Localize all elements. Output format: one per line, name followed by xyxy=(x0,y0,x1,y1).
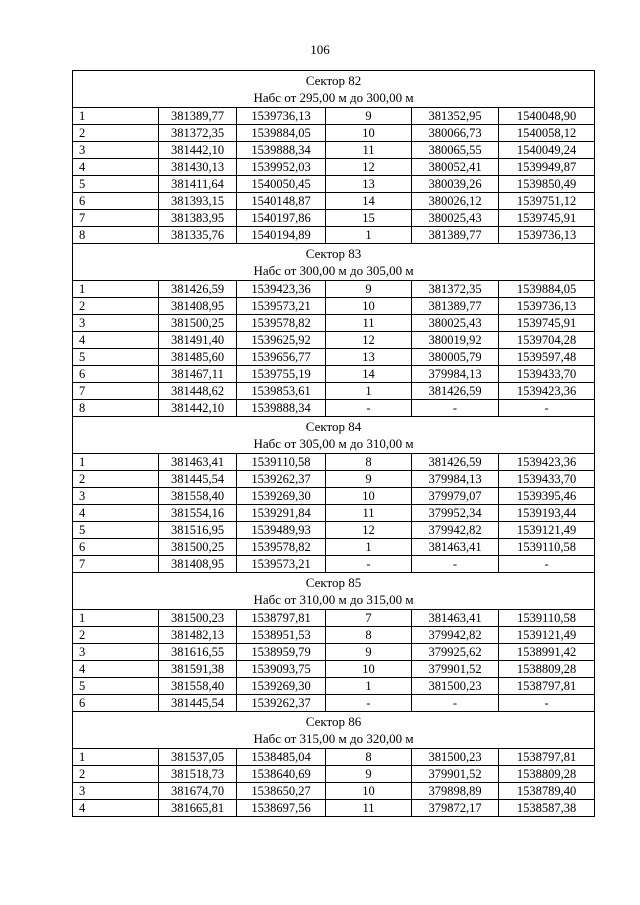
point-number-cell: 10 xyxy=(326,125,412,142)
point-number-cell: 9 xyxy=(326,471,412,488)
coordinate-cell: 381445,54 xyxy=(159,695,237,712)
table-row xyxy=(73,454,595,471)
coordinate-cell: 1539745,91 xyxy=(499,210,595,227)
coordinate-cell: 1540049,24 xyxy=(499,142,595,159)
coordinate-cell: 1538650,27 xyxy=(237,783,326,800)
sector-header xyxy=(73,71,595,108)
sector-title: Сектор 82 xyxy=(305,73,362,88)
coordinate-cell: 1539755,19 xyxy=(237,366,326,383)
point-number-cell: 3 xyxy=(73,142,159,159)
coordinate-cell: 1538797,81 xyxy=(237,610,326,627)
point-number-cell: 9 xyxy=(326,766,412,783)
coordinate-cell: 1538809,28 xyxy=(499,766,595,783)
coordinate-cell: 381389,77 xyxy=(412,298,499,315)
coordinate-cell: 1539573,21 xyxy=(237,556,326,573)
coordinate-cell: 381352,95 xyxy=(412,108,499,125)
point-number-cell: 13 xyxy=(326,349,412,366)
coordinate-cell: 381448,62 xyxy=(159,383,237,400)
coordinate-cell: 380019,92 xyxy=(412,332,499,349)
coordinate-cell: 381516,95 xyxy=(159,522,237,539)
coordinate-cell: 1539949,87 xyxy=(499,159,595,176)
point-number-cell: 5 xyxy=(73,176,159,193)
table-row xyxy=(73,159,595,176)
coordinate-cell: 381408,95 xyxy=(159,556,237,573)
point-number-cell: 1 xyxy=(326,383,412,400)
table-row xyxy=(73,661,595,678)
coordinate-cell: - xyxy=(499,400,595,417)
coordinate-cell: 379925,62 xyxy=(412,644,499,661)
coordinate-cell: 1538951,53 xyxy=(237,627,326,644)
coordinate-cell: 379942,82 xyxy=(412,627,499,644)
coordinate-cell: 1539952,03 xyxy=(237,159,326,176)
coordinate-cell: 381467,11 xyxy=(159,366,237,383)
coordinate-cell: 1539736,13 xyxy=(499,298,595,315)
coordinate-cell: 1539578,82 xyxy=(237,539,326,556)
point-number-cell: 2 xyxy=(73,125,159,142)
coordinate-cell: 381463,41 xyxy=(159,454,237,471)
coordinates-table-body xyxy=(73,71,595,817)
coordinate-cell: 381463,41 xyxy=(412,539,499,556)
table-row xyxy=(73,383,595,400)
coordinate-cell: 381500,25 xyxy=(159,315,237,332)
coordinate-cell: 380065,55 xyxy=(412,142,499,159)
table-row xyxy=(73,766,595,783)
coordinate-cell: 380025,43 xyxy=(412,315,499,332)
point-number-cell: - xyxy=(326,556,412,573)
coordinate-cell: 381500,23 xyxy=(412,678,499,695)
point-number-cell: 5 xyxy=(73,522,159,539)
coordinate-cell: 1538959,79 xyxy=(237,644,326,661)
table-row xyxy=(73,678,595,695)
page-number: 106 xyxy=(310,42,330,57)
point-number-cell: 1 xyxy=(73,281,159,298)
coordinate-cell: 379952,34 xyxy=(412,505,499,522)
coordinate-cell: 1539423,36 xyxy=(499,383,595,400)
sector-header-row xyxy=(73,573,595,610)
coordinate-cell: 381554,16 xyxy=(159,505,237,522)
coordinate-cell: 381408,95 xyxy=(159,298,237,315)
point-number-cell: 9 xyxy=(326,281,412,298)
point-number-cell: 9 xyxy=(326,108,412,125)
coordinate-cell: 381411,64 xyxy=(159,176,237,193)
sector-header-row xyxy=(73,71,595,108)
point-number-cell: 4 xyxy=(73,800,159,817)
coordinate-cell: 1540197,86 xyxy=(237,210,326,227)
table-row xyxy=(73,695,595,712)
coordinate-cell: 381558,40 xyxy=(159,488,237,505)
table-row xyxy=(73,349,595,366)
point-number-cell: 1 xyxy=(326,539,412,556)
coordinate-cell: 381491,40 xyxy=(159,332,237,349)
coordinate-cell: 1539625,92 xyxy=(237,332,326,349)
coordinate-cell: 1538640,69 xyxy=(237,766,326,783)
table-row xyxy=(73,142,595,159)
table-row xyxy=(73,125,595,142)
coordinate-cell: 381389,77 xyxy=(159,108,237,125)
table-row xyxy=(73,783,595,800)
coordinate-cell: 1540194,89 xyxy=(237,227,326,244)
point-number-cell: 6 xyxy=(73,193,159,210)
coordinate-cell: 380026,12 xyxy=(412,193,499,210)
coordinate-cell: 381426,59 xyxy=(159,281,237,298)
point-number-cell: 8 xyxy=(73,400,159,417)
sector-header xyxy=(73,712,595,749)
table-row xyxy=(73,800,595,817)
coordinate-cell: 1539423,36 xyxy=(499,454,595,471)
coordinate-cell: 381500,23 xyxy=(412,749,499,766)
point-number-cell: - xyxy=(326,695,412,712)
coordinate-cell: 1540048,90 xyxy=(499,108,595,125)
coordinate-cell: 1539110,58 xyxy=(237,454,326,471)
table-row xyxy=(73,400,595,417)
coordinate-cell: 1539736,13 xyxy=(499,227,595,244)
coordinate-cell: 1539597,48 xyxy=(499,349,595,366)
point-number-cell: 2 xyxy=(73,627,159,644)
coordinate-cell: 381500,23 xyxy=(159,610,237,627)
table-row xyxy=(73,227,595,244)
coordinate-cell: - xyxy=(499,695,595,712)
table-row xyxy=(73,556,595,573)
point-number-cell: 3 xyxy=(73,315,159,332)
coordinate-cell: 1539269,30 xyxy=(237,678,326,695)
coordinate-cell: - xyxy=(499,556,595,573)
point-number-cell: 3 xyxy=(73,783,159,800)
table-row xyxy=(73,610,595,627)
point-number-cell: 4 xyxy=(73,505,159,522)
point-number-cell: 7 xyxy=(73,210,159,227)
table-row xyxy=(73,298,595,315)
coordinate-cell: 381500,25 xyxy=(159,539,237,556)
point-number-cell: 10 xyxy=(326,488,412,505)
point-number-cell: 5 xyxy=(73,349,159,366)
point-number-cell: 2 xyxy=(73,298,159,315)
table-row xyxy=(73,539,595,556)
point-number-cell: 6 xyxy=(73,366,159,383)
coordinate-cell: - xyxy=(412,400,499,417)
point-number-cell: 6 xyxy=(73,539,159,556)
point-number-cell: 1 xyxy=(73,610,159,627)
coordinate-cell: 1539093,75 xyxy=(237,661,326,678)
coordinate-cell: 379942,82 xyxy=(412,522,499,539)
coordinate-cell: 381393,15 xyxy=(159,193,237,210)
coordinate-cell: 381442,10 xyxy=(159,400,237,417)
point-number-cell: 10 xyxy=(326,298,412,315)
coordinate-cell: 381426,59 xyxy=(412,383,499,400)
coordinate-cell: 379898,89 xyxy=(412,783,499,800)
coordinate-cell: 381389,77 xyxy=(412,227,499,244)
point-number-cell: 7 xyxy=(73,556,159,573)
sector-subtitle: Набс от 295,00 м до 300,00 м xyxy=(253,90,414,105)
sector-header xyxy=(73,573,595,610)
point-number-cell: - xyxy=(326,400,412,417)
coordinate-cell: 1538797,81 xyxy=(499,749,595,766)
point-number-cell: 8 xyxy=(73,227,159,244)
coordinate-cell: 1539433,70 xyxy=(499,471,595,488)
coordinate-cell: 381674,70 xyxy=(159,783,237,800)
point-number-cell: 1 xyxy=(326,227,412,244)
point-number-cell: 4 xyxy=(73,332,159,349)
point-number-cell: 10 xyxy=(326,783,412,800)
coordinate-cell: 381383,95 xyxy=(159,210,237,227)
sector-header xyxy=(73,244,595,281)
point-number-cell: 9 xyxy=(326,644,412,661)
coordinate-cell: 1539656,77 xyxy=(237,349,326,366)
point-number-cell: 12 xyxy=(326,159,412,176)
coordinate-cell: 1539884,05 xyxy=(237,125,326,142)
coordinate-cell: 1538789,40 xyxy=(499,783,595,800)
coordinate-cell: 379901,52 xyxy=(412,766,499,783)
table-row xyxy=(73,522,595,539)
coordinate-cell: 381442,10 xyxy=(159,142,237,159)
coordinate-cell: 1539888,34 xyxy=(237,142,326,159)
coordinate-cell: 1539121,49 xyxy=(499,522,595,539)
coordinate-cell: 1538697,56 xyxy=(237,800,326,817)
coordinate-cell: 380039,26 xyxy=(412,176,499,193)
coordinate-cell: 381372,35 xyxy=(412,281,499,298)
coordinate-cell: 380066,73 xyxy=(412,125,499,142)
coordinate-cell: 1539573,21 xyxy=(237,298,326,315)
point-number-cell: 4 xyxy=(73,159,159,176)
coordinate-cell: 1539262,37 xyxy=(237,471,326,488)
table-row xyxy=(73,627,595,644)
coordinate-cell: 380005,79 xyxy=(412,349,499,366)
point-number-cell: 13 xyxy=(326,176,412,193)
coordinate-cell: 381485,60 xyxy=(159,349,237,366)
coordinate-cell: 379872,17 xyxy=(412,800,499,817)
table-row xyxy=(73,488,595,505)
coordinate-cell: 1538587,38 xyxy=(499,800,595,817)
coordinate-cell: 380052,41 xyxy=(412,159,499,176)
point-number-cell: 1 xyxy=(73,454,159,471)
coordinate-cell: 1538485,04 xyxy=(237,749,326,766)
point-number-cell: 11 xyxy=(326,505,412,522)
coordinate-cell: 1539110,58 xyxy=(499,610,595,627)
point-number-cell: 6 xyxy=(73,695,159,712)
coordinate-cell: 381518,73 xyxy=(159,766,237,783)
point-number-cell: 2 xyxy=(73,766,159,783)
coordinate-cell: 379984,13 xyxy=(412,471,499,488)
coordinate-cell: 379984,13 xyxy=(412,366,499,383)
sector-header-row xyxy=(73,712,595,749)
coordinate-cell: 381616,55 xyxy=(159,644,237,661)
coordinate-cell: 1540148,87 xyxy=(237,193,326,210)
coordinate-cell: 1539850,49 xyxy=(499,176,595,193)
point-number-cell: 8 xyxy=(326,627,412,644)
table-row xyxy=(73,366,595,383)
coordinate-cell: 381426,59 xyxy=(412,454,499,471)
coordinate-cell: 1539489,93 xyxy=(237,522,326,539)
table-row xyxy=(73,315,595,332)
coordinate-cell: 381372,35 xyxy=(159,125,237,142)
coordinate-cell: 1539578,82 xyxy=(237,315,326,332)
coordinate-cell: 381482,13 xyxy=(159,627,237,644)
coordinate-cell: 1539110,58 xyxy=(499,539,595,556)
point-number-cell: 3 xyxy=(73,488,159,505)
table-row xyxy=(73,210,595,227)
coordinate-cell: 380025,43 xyxy=(412,210,499,227)
coordinate-cell: 1538991,42 xyxy=(499,644,595,661)
coordinate-cell: 1540058,12 xyxy=(499,125,595,142)
point-number-cell: 7 xyxy=(73,383,159,400)
coordinate-cell: 1539291,84 xyxy=(237,505,326,522)
sector-subtitle: Набс от 310,00 м до 315,00 м xyxy=(253,592,414,607)
coordinate-cell: - xyxy=(412,556,499,573)
coordinate-cell: 381537,05 xyxy=(159,749,237,766)
sector-subtitle: Набс от 315,00 м до 320,00 м xyxy=(253,731,414,746)
sector-title: Сектор 86 xyxy=(305,714,362,729)
point-number-cell: 4 xyxy=(73,661,159,678)
coordinate-cell: 1539704,28 xyxy=(499,332,595,349)
point-number-cell: 1 xyxy=(326,678,412,695)
coordinate-cell: 1539262,37 xyxy=(237,695,326,712)
sector-title: Сектор 85 xyxy=(305,575,362,590)
coordinate-cell: 381558,40 xyxy=(159,678,237,695)
coordinate-cell: 1539853,61 xyxy=(237,383,326,400)
point-number-cell: 1 xyxy=(73,749,159,766)
table-row xyxy=(73,281,595,298)
table-row xyxy=(73,108,595,125)
coordinate-cell: 1538809,28 xyxy=(499,661,595,678)
coordinate-cell: 1540050,45 xyxy=(237,176,326,193)
point-number-cell: 14 xyxy=(326,193,412,210)
coordinate-cell: 379901,52 xyxy=(412,661,499,678)
table-row xyxy=(73,749,595,766)
sector-subtitle: Набс от 305,00 м до 310,00 м xyxy=(253,436,414,451)
point-number-cell: 12 xyxy=(326,522,412,539)
point-number-cell: 8 xyxy=(326,749,412,766)
point-number-cell: 1 xyxy=(73,108,159,125)
sector-header-row xyxy=(73,417,595,454)
coordinate-cell: 1539433,70 xyxy=(499,366,595,383)
point-number-cell: 5 xyxy=(73,678,159,695)
coordinate-cell: 1538797,81 xyxy=(499,678,595,695)
coordinate-cell: 1539121,49 xyxy=(499,627,595,644)
coordinate-cell: 381665,81 xyxy=(159,800,237,817)
coordinate-cell: 381463,41 xyxy=(412,610,499,627)
coordinate-cell: 1539395,46 xyxy=(499,488,595,505)
point-number-cell: 11 xyxy=(326,142,412,159)
coordinate-cell: 1539193,44 xyxy=(499,505,595,522)
table-row xyxy=(73,644,595,661)
sector-header xyxy=(73,417,595,454)
point-number-cell: 11 xyxy=(326,800,412,817)
sector-title: Сектор 84 xyxy=(305,419,362,434)
coordinate-cell: - xyxy=(412,695,499,712)
coordinate-cell: 379979,07 xyxy=(412,488,499,505)
sector-subtitle: Набс от 300,00 м до 305,00 м xyxy=(253,263,414,278)
point-number-cell: 11 xyxy=(326,315,412,332)
coordinate-cell: 1539884,05 xyxy=(499,281,595,298)
table-row xyxy=(73,193,595,210)
point-number-cell: 7 xyxy=(326,610,412,627)
table-row xyxy=(73,332,595,349)
point-number-cell: 14 xyxy=(326,366,412,383)
table-row xyxy=(73,176,595,193)
sector-header-row xyxy=(73,244,595,281)
coordinates-table xyxy=(72,70,595,817)
table-row xyxy=(73,471,595,488)
coordinate-cell: 381445,54 xyxy=(159,471,237,488)
point-number-cell: 3 xyxy=(73,644,159,661)
point-number-cell: 15 xyxy=(326,210,412,227)
point-number-cell: 8 xyxy=(326,454,412,471)
point-number-cell: 10 xyxy=(326,661,412,678)
coordinate-cell: 1539888,34 xyxy=(237,400,326,417)
point-number-cell: 2 xyxy=(73,471,159,488)
coordinate-cell: 1539745,91 xyxy=(499,315,595,332)
point-number-cell: 12 xyxy=(326,332,412,349)
table-row xyxy=(73,505,595,522)
coordinate-cell: 1539269,30 xyxy=(237,488,326,505)
coordinate-cell: 1539423,36 xyxy=(237,281,326,298)
coordinate-cell: 1539736,13 xyxy=(237,108,326,125)
coordinate-cell: 381591,38 xyxy=(159,661,237,678)
sector-title: Сектор 83 xyxy=(305,246,362,261)
coordinate-cell: 381430,13 xyxy=(159,159,237,176)
coordinate-cell: 381335,76 xyxy=(159,227,237,244)
coordinate-cell: 1539751,12 xyxy=(499,193,595,210)
